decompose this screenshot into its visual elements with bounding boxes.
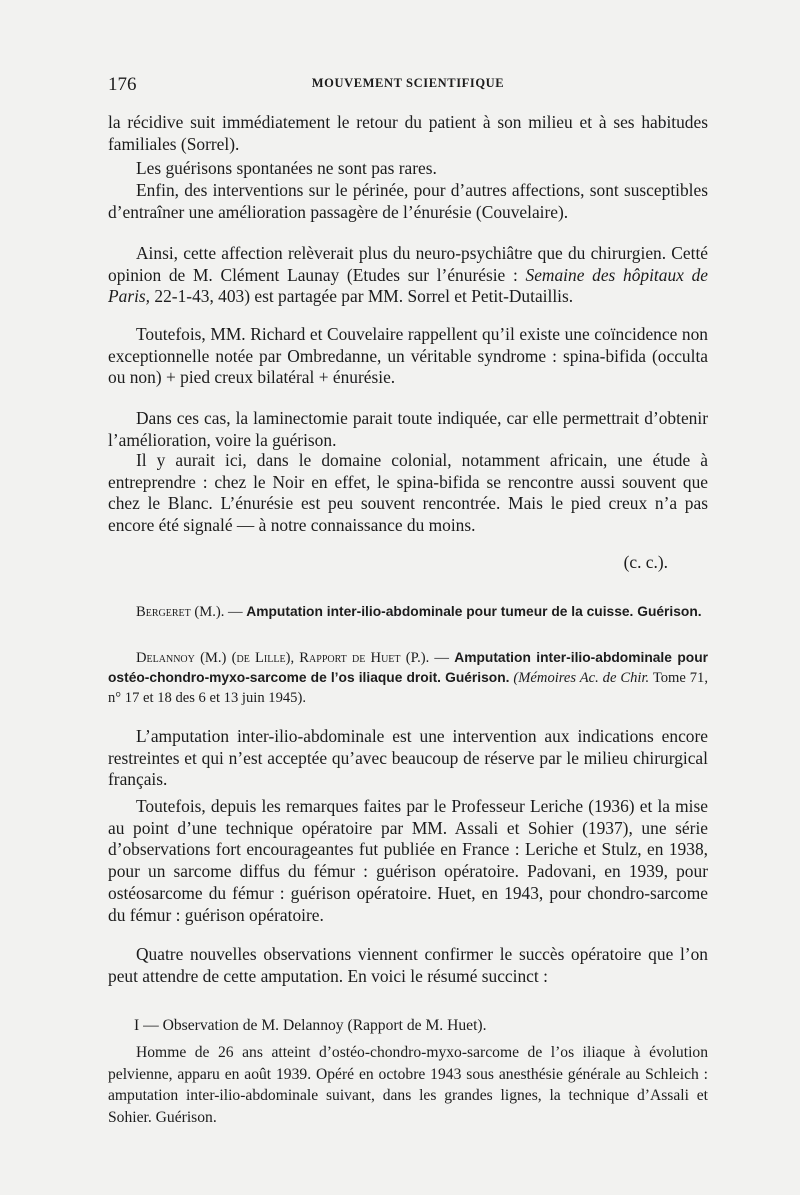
text-run: Ainsi, cette affection relèverait plus du neuro-psychiâtre que du chirurgien. Cetté opinion de M. Clément Launay (Etudes sur l’énurésie :: [108, 243, 708, 285]
observation-heading: I — Observation de M. Delannoy (Rapport de M. Huet).: [134, 1017, 487, 1034]
paragraph: L’amputation inter-ilio-abdominale est une intervention aux indications encore restreintes et qui n’est acceptée qu’avec beaucoup de réserve par le milieu chirurgical français.: [108, 726, 708, 790]
paragraph: Quatre nouvelles observations viennent confirmer le succès opératoire que l’on peut attendre de cette amputation. En voici le résumé succinct :: [108, 944, 708, 986]
reference-title: Amputation inter-ilio-abdominale pour ostéo-chondro-myxo-sarcome de l’os iliaque droit. Guérison.: [108, 650, 708, 685]
reference-title: Amputation inter-ilio-abdominale pour tumeur de la cuisse. Guérison.: [246, 604, 702, 619]
paragraph: [108, 243, 708, 308]
paragraph: Toutefois, depuis les remarques faites par le Professeur Leriche (1936) et la mise au point d’une technique opératoire par MM. Assali et Sohier (1937), une série d’observations fort encourageantes fut publiée en France : Leriche et Stulz, en 1938, pour un sarcome diffus du fémur : guérison opératoire. Padovani, en 1939, pour ostéosarcome du fémur : guérison opératoire. Huet, en 1943, pour chondro-sarcome du fémur : guérison opératoire.: [108, 796, 708, 925]
observation-text: Homme de 26 ans atteint d’ostéo-chondro-myxo-sarcome de l’os iliaque à évolution pelvienne, apparu en août 1939. Opéré en octobre 1943 sous anesthésie générale au Schleich : amputation inter-ilio-abdominale suivant, dans les grandes lignes, la technique d’Assali et Sohier. Guérison.: [108, 1044, 708, 1126]
paragraph: Les guérisons spontanées ne sont pas rares.: [136, 158, 437, 178]
reference-details: Tome 71, n° 17 et 18 des 6 et 13 juin 1945).: [108, 670, 708, 706]
paragraph: Enfin, des interventions sur le périnée, pour d’autres affections, sont susceptibles d’entraîner une amélioration passagère de l’énurésie (Couvelaire).: [108, 180, 708, 222]
reference-journal: (Mémoires Ac. de Chir.: [513, 670, 650, 686]
reference-entry: [108, 648, 708, 708]
paragraph: Il y aurait ici, dans le domaine colonial, notamment africain, une étude à entreprendre : chez le Noir en effet, le spina-bifida se rencontre aussi souvent que chez le Blanc. L’énurésie est peu souvent rencontrée. Mais le pied creux n’a pas encore été signalé — à notre connaissance du moins.: [108, 450, 708, 536]
reference-author: Bergeret (M.). —: [136, 604, 247, 620]
journal-title: Semaine des hôpitaux de Paris,: [108, 264, 708, 307]
paragraph: Toutefois, MM. Richard et Couvelaire rappellent qu’il existe une coïncidence non exceptionnelle notée par Ombredanne, un véritable syndrome : spina-bifida (occulta ou non) + pied creux bilatéral + énurésie.: [108, 324, 708, 388]
paragraph: Dans ces cas, la laminectomie parait toute indiquée, car elle permettrait d’obtenir l’amélioration, voire la guérison.: [108, 408, 708, 450]
paragraph: la récidive suit immédiatement le retour du patient à son milieu et à ses habitudes familiales (Sorrel).: [108, 112, 708, 154]
reference-entry: [108, 602, 708, 622]
running-title: MOUVEMENT SCIENTIFIQUE: [311, 76, 505, 90]
author-initials: (c. c.).: [623, 552, 668, 572]
page-number: 176: [108, 74, 137, 95]
reference-author: Delannoy (M.) (de Lille), Rapport de Huet (P.). —: [136, 650, 455, 666]
text-run: 22-1-43, 403) est partagée par MM. Sorrel et Petit-Dutaillis.: [150, 286, 574, 307]
page-header: [108, 74, 708, 94]
